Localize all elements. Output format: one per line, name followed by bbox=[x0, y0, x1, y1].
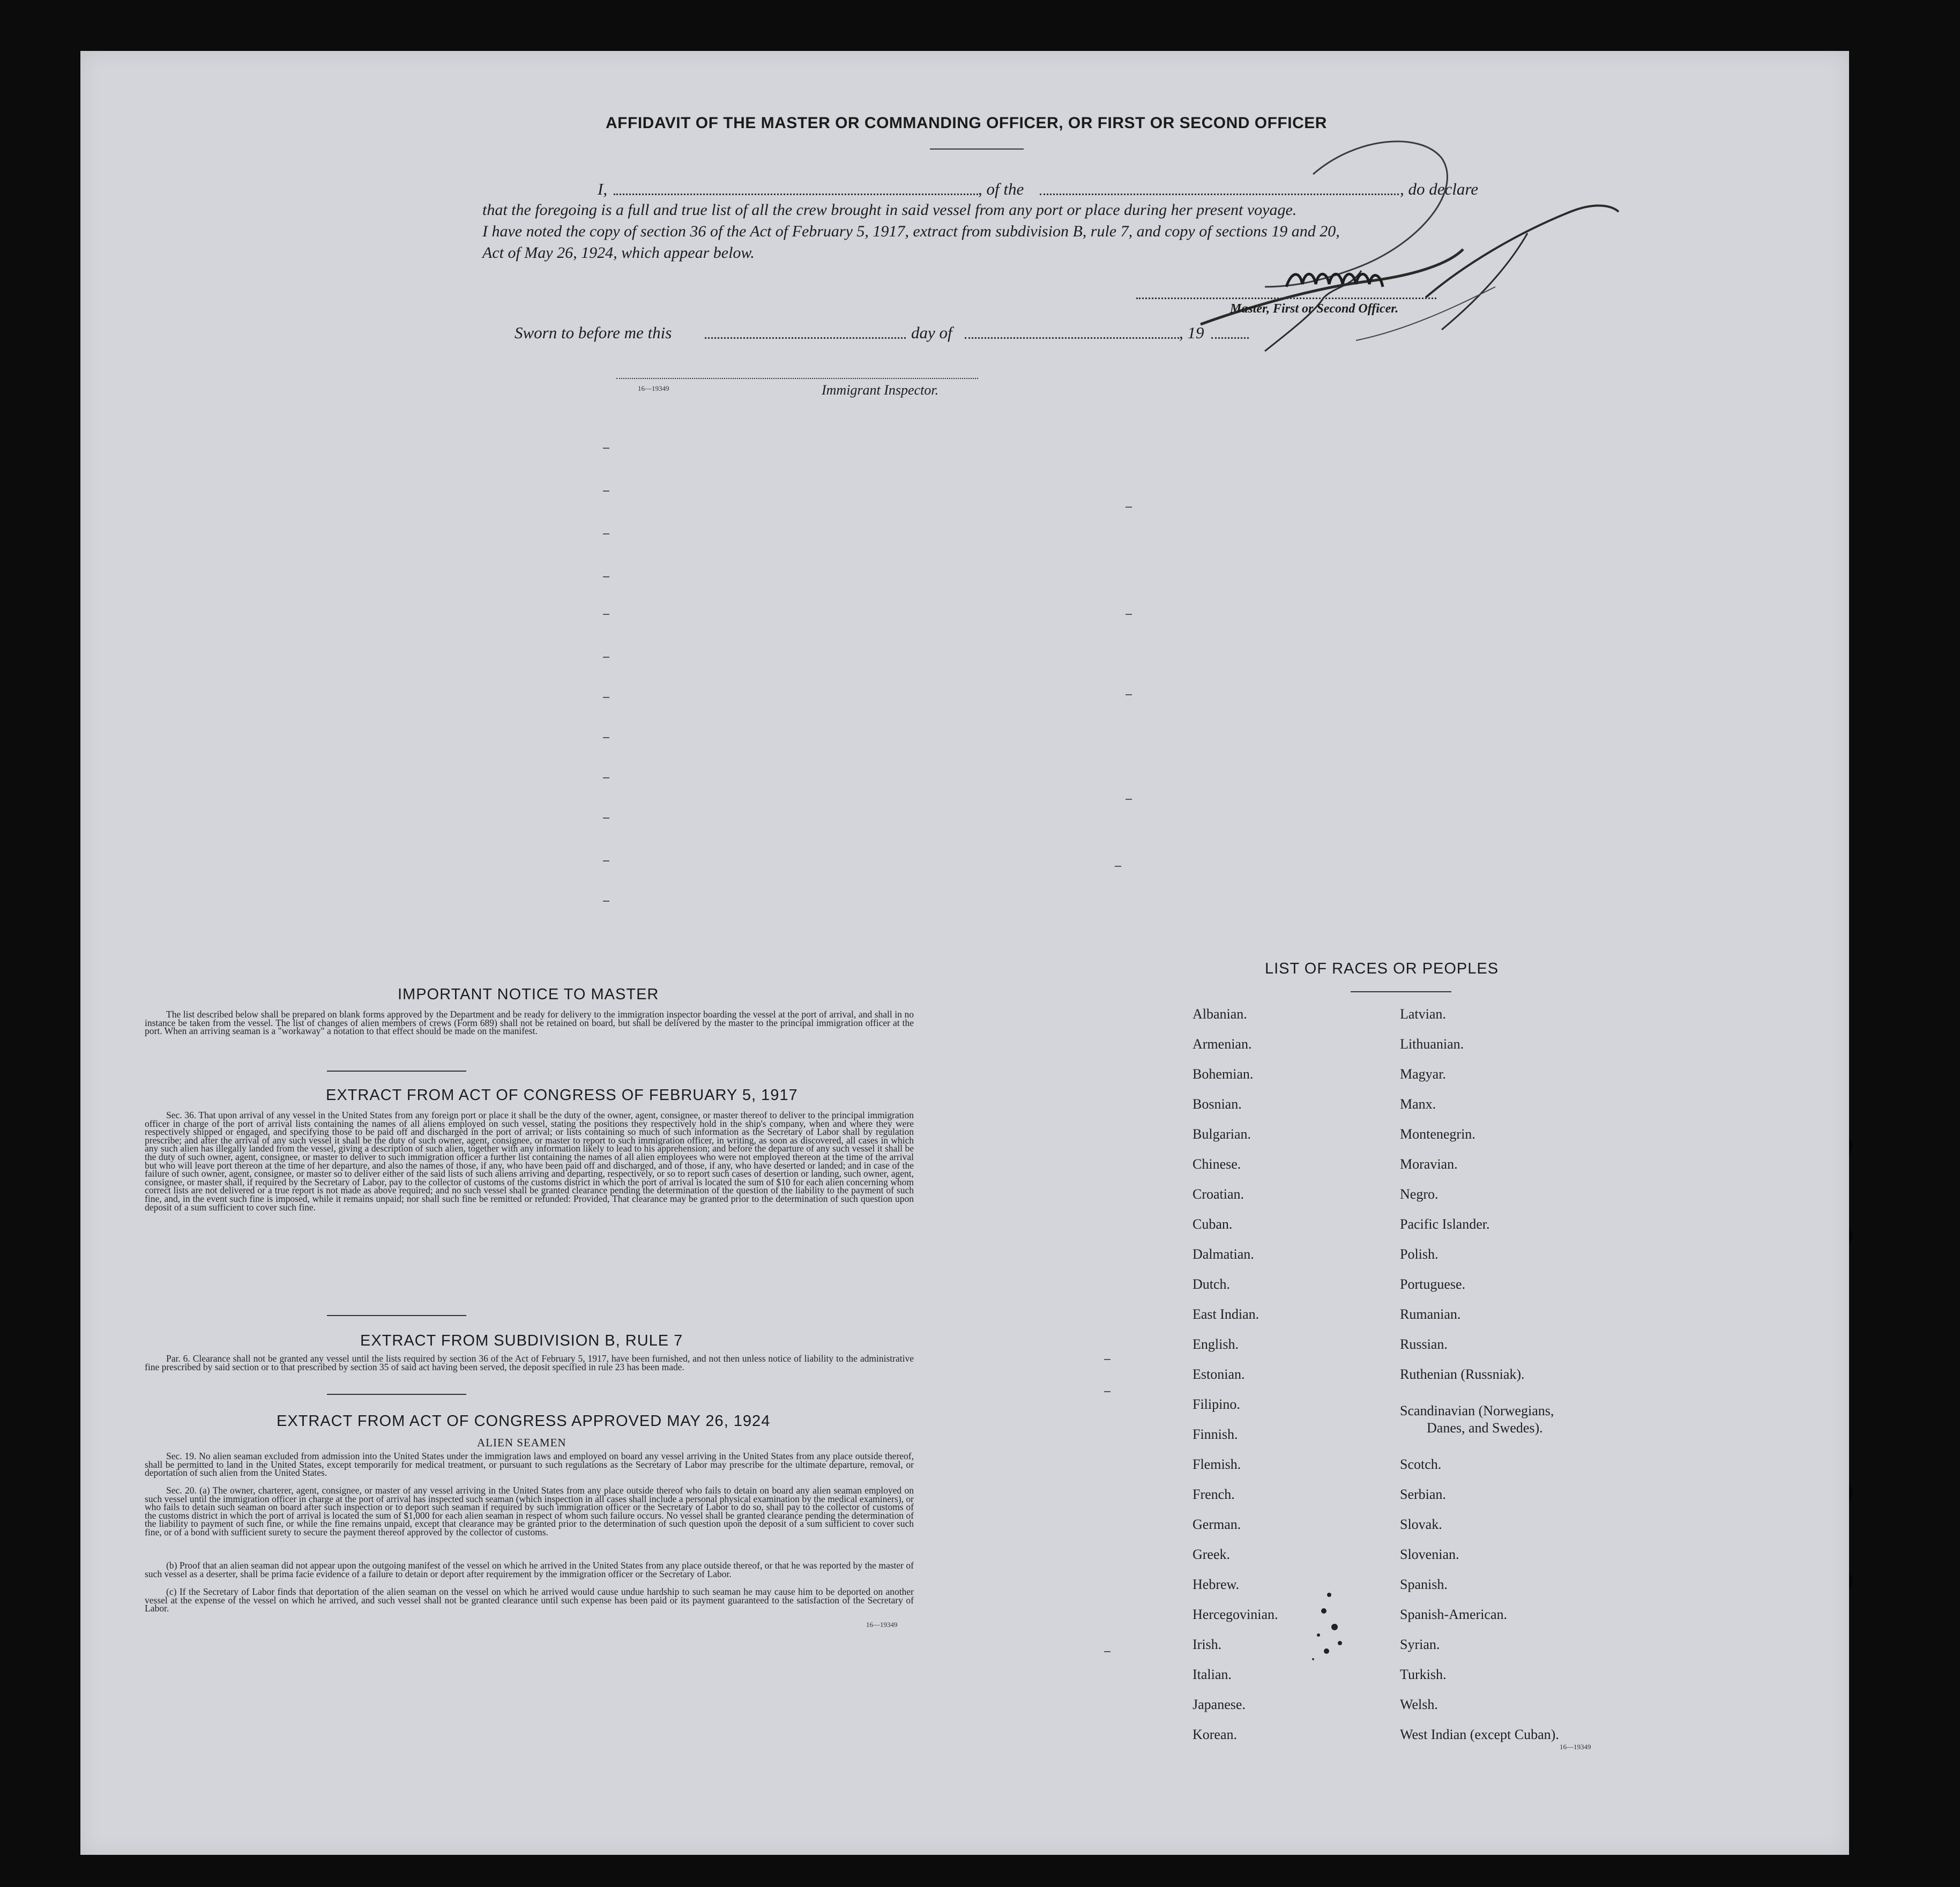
signature-line bbox=[1136, 298, 1436, 299]
sec20a-text: Sec. 20. (a) The owner, charterer, agent, consignee, or master of any vessel arriving in the United States from any place outside thereof who fails to detain on board any alien seaman employed on such vessel until the immigration officer in charge at the port of arrival has inspected such seaman (which inspection in all cases shall include a personal physical examination by the medical examiners), or who fails to detain such seaman on board after such inspection or to deport such seaman if required by such immigration officer or the Secretary of Labor to do so, shall pay to the collector of customs of the customs district in which the port of arrival is located the sum of $1,000 for each alien seaman in respect of whom such failure occurs. No vessel shall be granted clearance pending the determination of the liability to payment of such fine, or while the fine remains unpaid, except that clearance may be granted prior to the determination of such question upon the deposit of a sum sufficient to cover such fine, or of a bond with sufficient surety to secure the payment thereof approved by the collector of customs. bbox=[145, 1485, 914, 1537]
handwritten-signature bbox=[1034, 126, 1624, 351]
notice-text: The list described below shall be prepared on blank forms approved by the Department and be ready for delivery to the immigration inspector boarding the vessel at the port of arrival, and shall in no instance be taken from the vessel. The list of changes of alien members of crews (Form 689) shall not be retained on board, but shall be delivered by the master to the principal immigration officer at the port. When an arriving seaman is a "workaway" a notation to that effect should be made on the manifest. bbox=[145, 1009, 914, 1037]
extract-1917-rule bbox=[327, 1315, 466, 1316]
sworn-month-field[interactable] bbox=[965, 337, 1179, 339]
race-item: Greek. bbox=[1193, 1547, 1231, 1562]
master-name-field[interactable] bbox=[614, 194, 978, 195]
race-item: Croatian. bbox=[1193, 1186, 1244, 1202]
day-of-label: day of bbox=[911, 323, 952, 342]
sec20c-text: (c) If the Secretary of Labor finds that deportation of the alien seaman on the vessel on which he arrived would cause undue hardship to such seaman he may cause him to be deported on another vessel at the expense of the vessel on which he arrived, and such vessel shall not be granted clearance until such expense has been paid or its payment guaranteed to the satisfaction of the Secretary of Labor. bbox=[145, 1586, 914, 1614]
extract-1924-title: EXTRACT FROM ACT OF CONGRESS APPROVED MAY 26, 1924 bbox=[277, 1413, 771, 1430]
race-item: Hercegovinian. bbox=[1193, 1607, 1278, 1622]
race-item: Latvian. bbox=[1400, 1006, 1446, 1022]
race-item: Manx. bbox=[1400, 1096, 1436, 1112]
race-item: Hebrew. bbox=[1193, 1577, 1240, 1592]
sworn-year-field[interactable] bbox=[1211, 337, 1249, 339]
race-item: Estonian. bbox=[1193, 1366, 1245, 1382]
document-page bbox=[80, 51, 1849, 1855]
race-item: Irish. bbox=[1193, 1637, 1222, 1652]
race-item: Slovak. bbox=[1400, 1517, 1442, 1532]
of-the-label: , of the bbox=[978, 180, 1024, 198]
inspector-label: Immigrant Inspector. bbox=[822, 382, 939, 398]
race-item: Turkish. bbox=[1400, 1667, 1447, 1682]
extract-1917-title: EXTRACT FROM ACT OF CONGRESS OF FEBRUARY 5, 1917 bbox=[326, 1087, 798, 1104]
race-item: Finnish. bbox=[1193, 1427, 1238, 1442]
declare-label: , do declare bbox=[1400, 180, 1479, 198]
race-item: Bohemian. bbox=[1193, 1066, 1254, 1082]
sworn-prefix: Sworn to before me this bbox=[515, 323, 672, 342]
race-item: Italian. bbox=[1193, 1667, 1232, 1682]
race-item: Dutch. bbox=[1193, 1276, 1231, 1292]
race-item: Serbian. bbox=[1400, 1487, 1446, 1502]
race-item: Magyar. bbox=[1400, 1066, 1446, 1082]
race-item: Armenian. bbox=[1193, 1036, 1252, 1052]
race-item: Bosnian. bbox=[1193, 1096, 1242, 1112]
race-item: Cuban. bbox=[1193, 1216, 1233, 1232]
race-item: Korean. bbox=[1193, 1727, 1238, 1742]
race-item: Syrian. bbox=[1400, 1637, 1440, 1652]
race-item: Chinese. bbox=[1193, 1156, 1241, 1172]
sec20b-text: (b) Proof that an alien seaman did not appear upon the outgoing manifest of the vessel on which he arrived in the United States from any place outside thereof, or that he was reported by the master of such vessel as a deserter, shall be prima facie evidence of a failure to detain or deport after requirement by the immigration officer or the Secretary of Labor. bbox=[145, 1560, 914, 1579]
race-item: Montenegrin. bbox=[1400, 1126, 1475, 1142]
race-item: Lithuanian. bbox=[1400, 1036, 1464, 1052]
signature-label: Master, First or Second Officer. bbox=[1230, 302, 1399, 316]
race-item: Spanish. bbox=[1400, 1577, 1448, 1592]
race-item: Welsh. bbox=[1400, 1697, 1438, 1712]
affidavit-line2: that the foregoing is a full and true list of all the crew brought in said vessel from any port or place during her present voyage. bbox=[482, 201, 1297, 219]
race-item: Bulgarian. bbox=[1193, 1126, 1251, 1142]
affidavit-line4: Act of May 26, 1924, which appear below. bbox=[482, 244, 755, 262]
race-item: Rumanian. bbox=[1400, 1306, 1461, 1322]
sworn-day-field[interactable] bbox=[705, 337, 906, 339]
race-item: Scandinavian (Norwegians, bbox=[1400, 1403, 1554, 1418]
race-item: French. bbox=[1193, 1487, 1235, 1502]
affidavit-i-label: I, bbox=[598, 180, 608, 198]
race-item: English. bbox=[1193, 1336, 1239, 1352]
races-title: LIST OF RACES OR PEOPLES bbox=[1265, 960, 1499, 977]
alien-seamen-subtitle: ALIEN SEAMEN bbox=[477, 1436, 567, 1449]
notice-rule bbox=[327, 1071, 466, 1072]
race-item: Dalmatian. bbox=[1193, 1246, 1254, 1262]
race-item: Portuguese. bbox=[1400, 1276, 1466, 1292]
race-item: Russian. bbox=[1400, 1336, 1448, 1352]
race-item: Filipino. bbox=[1193, 1396, 1240, 1412]
sworn-line bbox=[515, 323, 1318, 345]
race-item: Negro. bbox=[1400, 1186, 1439, 1202]
title-rule bbox=[930, 148, 1024, 150]
race-item: East Indian. bbox=[1193, 1306, 1260, 1322]
rule7-title: EXTRACT FROM SUBDIVISION B, RULE 7 bbox=[360, 1332, 683, 1349]
race-item: Ruthenian (Russniak). bbox=[1400, 1366, 1525, 1382]
inspector-line bbox=[616, 378, 978, 379]
extract-1917-text: Sec. 36. That upon arrival of any vessel in the United States from any foreign port or place it shall be the duty of the owner, agent, consignee, or master thereof to deliver to the principal immigration officer in charge of the port of arrival lists containing the names of all aliens employed on such vessel, stating the positions they respectively hold in the ship's company, when and where they were respectively shipped or engaged, and specifying those to be paid off and discharged in the port of arrival; or lists containing so much of such information as the Secretary of Labor shall by regulation prescribe; and after the arrival of any such vessel it shall be the duty of such owner, agent, consignee, or master to report to such immigration officer, in writing, as soon as discovered, all cases in which any such alien has illegally landed from the vessel, giving a description of such alien, together with any information likely to lead to his apprehension; and before the departure of any such vessel it shall be the duty of such owner, agent, consignee, or master to deliver to such immigration officer a further list containing the names of all alien employees who were not employed thereon at the time of the arrival but who will leave port thereon at the time of her departure, and also the names of those, if any, who have been paid off and discharged, and of those, if any, who have deserted or landed; and in case of the failure of such owner, agent, consignee, or master so to deliver either of the said lists of such aliens arriving and departing, respectively, or so to report such cases of desertion or landing, such owner, agent, consignee, or master shall, if required by the Secretary of Labor, pay to the collector of customs of the customs district in which the port of arrival is located the sum of $10 for each alien concerning whom correct lists are not delivered or a true report is not made as above required; and no such vessel shall be granted clearance pending the determination of the question of the liability to the payment of such fine, and, in the event such fine is imposed, while it remains unpaid; nor shall such fine be remitted or refunded: Provided, That clearance may be granted prior to the determination of such question upon deposit of a sum sufficient to cover such fine. bbox=[145, 1110, 914, 1213]
race-item: German. bbox=[1193, 1517, 1241, 1532]
form-number-bottom-right: 16—19349 bbox=[1560, 1743, 1591, 1751]
form-number-bottom-left: 16—19349 bbox=[866, 1621, 898, 1629]
affidavit-line3: I have noted the copy of section 36 of the Act of February 5, 1917, extract from subdivision B, rule 7, and copy of sections 19 and 20, bbox=[482, 222, 1340, 240]
race-item: Slovenian. bbox=[1400, 1547, 1459, 1562]
ink-speckles bbox=[1297, 1584, 1361, 1670]
race-item: Moravian. bbox=[1400, 1156, 1458, 1172]
race-item: Japanese. bbox=[1193, 1697, 1246, 1712]
race-item: Pacific Islander. bbox=[1400, 1216, 1490, 1232]
rule7-rule bbox=[327, 1394, 466, 1395]
race-item-continuation: Danes, and Swedes). bbox=[1427, 1420, 1543, 1436]
sec19-text: Sec. 19. No alien seaman excluded from admission into the United States under the immigration laws and employed on board any vessel arriving in the United States from any place outside thereof, shall be permitted to land in the United States, except temporarily for medical treatment, or pursuant to such regulations as the Secretary of Labor may prescribe for the ultimate departure, removal, or deportation of such alien from the United States. bbox=[145, 1451, 914, 1479]
race-item: Scotch. bbox=[1400, 1457, 1442, 1472]
notice-title: IMPORTANT NOTICE TO MASTER bbox=[398, 986, 659, 1003]
affidavit-title: AFFIDAVIT OF THE MASTER OR COMMANDING OFFICER, OR FIRST OR SECOND OFFICER bbox=[606, 114, 1327, 132]
race-item: Polish. bbox=[1400, 1246, 1439, 1262]
races-rule bbox=[1351, 991, 1451, 992]
race-item: Spanish-American. bbox=[1400, 1607, 1508, 1622]
year-label: , 19 bbox=[1179, 323, 1204, 342]
race-item: Albanian. bbox=[1193, 1006, 1247, 1022]
form-number-top: 16—19349 bbox=[638, 384, 669, 392]
race-item: West Indian (except Cuban). bbox=[1400, 1727, 1559, 1742]
rule7-text: Par. 6. Clearance shall not be granted any vessel until the lists required by section 36 of the Act of February 5, 1917, have been furnished, and not then unless notice of liability to the administrative fine prescribed by said section or to that prescribed by section 35 of said act having been served, the deposit specified in rule 23 has been made. bbox=[145, 1353, 914, 1372]
race-item: Flemish. bbox=[1193, 1457, 1241, 1472]
